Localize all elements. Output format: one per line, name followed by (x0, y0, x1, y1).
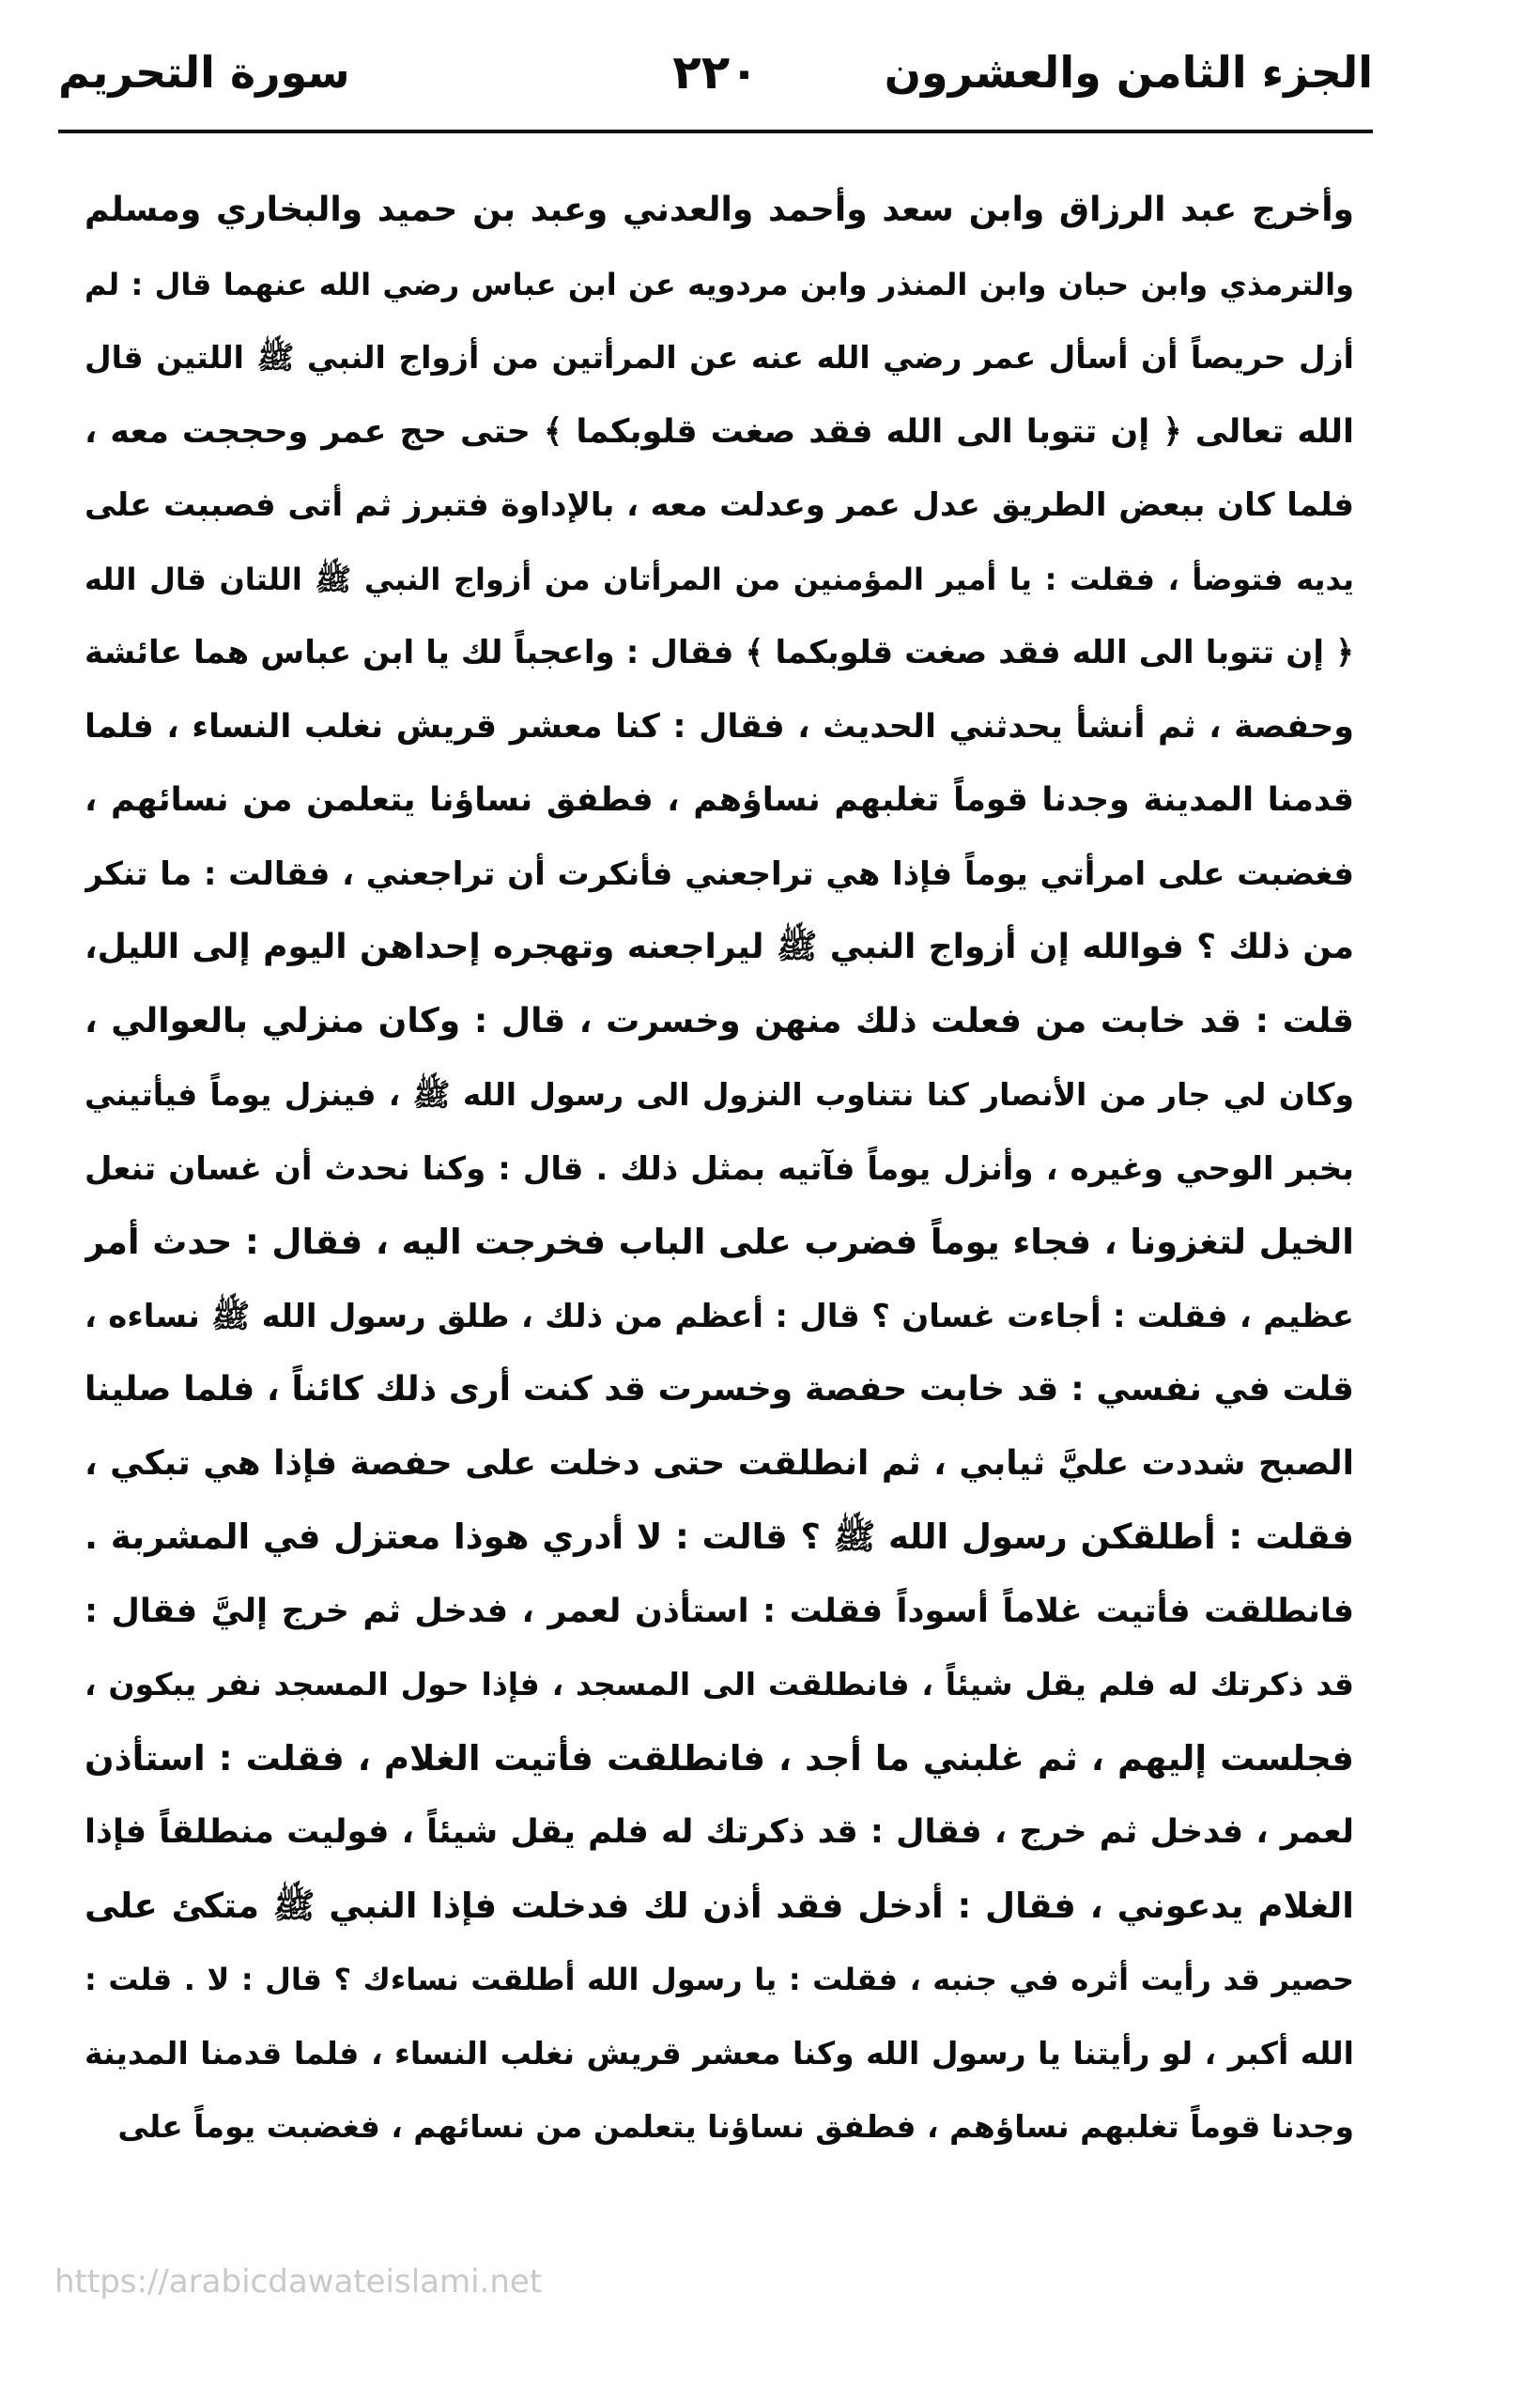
surah-title: سورة التحريم (58, 47, 350, 98)
text-line: فجلست إليهم ، ثم غلبني ما أجد ، فانطلقت فأتيت الغلام ، فقلت : استأذن (85, 1737, 1354, 1779)
text-line: الصبح شددت عليَّ ثيابي ، ثم انطلقت حتى دخلت على حفصة فإذا هي تبكي ، (85, 1443, 1354, 1483)
text-line: لعمر ، فدخل ثم خرج ، فقال : قد ذكرتك له فلم يقل شيئاً ، فوليت منطلقاً فإذا (85, 1813, 1354, 1851)
text-line: يديه فتوضأ ، فقلت : يا أمير المؤمنين من المرأتان من أزواج النبي ﷺ اللتان قال الله (85, 561, 1354, 597)
text-line: عظيم ، فقلت : أجاءت غسان ؟ قال : أعظم من ذلك ، طلق رسول الله ﷺ نساءه ، (85, 1297, 1354, 1335)
text-line: أزل حريصاً أن أسأل عمر رضي الله عنه عن المرأتين من أزواج النبي ﷺ اللتين قال (85, 339, 1354, 376)
text-line: ﴿ إن تتوبا الى الله فقد صغت قلوبكما ﴾ فقال : واعجباً لك يا ابن عباس هما عائشة (85, 634, 1354, 671)
watermark-url: https://arabicdawateislami.net (54, 2263, 543, 2301)
text-line: قدمنا المدينة وجدنا قوماً تغلبهم نساؤهم ، فطفق نساؤنا يتعلمن من نسائهم ، (85, 781, 1354, 819)
text-line: قلت : قد خابت من فعلت ذلك منهن وخسرت ، قال : وكان منزلي بالعوالي ، (85, 1001, 1354, 1040)
running-head (58, 38, 1373, 122)
text-line: الله تعالى ﴿ إن تتوبا الى الله فقد صغت قلوبكما ﴾ حتى حج عمر وحججت معه ، (85, 412, 1354, 451)
text-line: من ذلك ؟ فوالله إن أزواج النبي ﷺ ليراجعنه وتهجره إحداهن اليوم إلى الليل، (85, 928, 1354, 966)
text-line: وكان لي جار من الأنصار كنا نتناوب النزول الى رسول الله ﷺ ، فينزل يوماً فيأتيني (85, 1076, 1354, 1113)
text-line: فانطلقت فأتيت غلاماً أسوداً فقلت : استأذن لعمر ، فدخل ثم خرج إليَّ فقال : (85, 1592, 1354, 1630)
text-line: فلما كان ببعض الطريق عدل عمر وعدلت معه ، بالإداوة فتبرز ثم أتى فصببت على (85, 486, 1354, 524)
text-line: الغلام يدعوني ، فقال : أدخل فقد أذن لك فدخلت فإذا النبي ﷺ متكئ على (85, 1885, 1354, 1926)
text-line: قلت في نفسي : قد خابت حفصة وخسرت قد كنت أرى ذلك كائناً ، فلما صلينا (85, 1370, 1354, 1409)
text-line: والترمذي وابن حبان وابن المنذر وابن مردويه عن ابن عباس رضي الله عنهما قال : لم (85, 266, 1354, 302)
text-line: وأخرج عبد الرزاق وابن سعد وأحمد والعدني وعبد بن حميد والبخاري ومسلم (85, 191, 1354, 229)
text-line: بخبر الوحي وغيره ، وأنزل يوماً فآتيه بمثل ذلك . قال : وكنا نحدث أن غسان تنعل (85, 1149, 1354, 1188)
text-line: وحفصة ، ثم أنشأ يحدثني الحديث ، فقال : كنا معشر قريش نغلب النساء ، فلما (85, 707, 1354, 746)
text-line: فغضبت على امرأتي يوماً فإذا هي تراجعني فأنكرت أن تراجعني ، فقالت : ما تنكر (85, 855, 1354, 893)
body-text (85, 174, 1354, 2164)
part-title: الجزء الثامن والعشرون (884, 47, 1373, 98)
text-line: فقلت : أطلقكن رسول الله ﷺ ؟ قالت : لا أدري هوذا معتزل في المشربة . (85, 1517, 1354, 1557)
text-line: قد ذكرتك له فلم يقل شيئاً ، فانطلقت الى المسجد ، فإذا حول المسجد نفر يبكون ، (85, 1666, 1354, 1702)
page-number: ٢٢٠ (672, 45, 759, 100)
header-rule (58, 130, 1373, 133)
text-line: الله أكبر ، لو رأيتنا يا رسول الله وكنا معشر قريش نغلب النساء ، فلما قدمنا المدينة (85, 2034, 1354, 2071)
text-line: الخيل لتغزونا ، فجاء يوماً فضرب على الباب فخرجت اليه ، فقال : حدث أمر (85, 1222, 1354, 1262)
text-line: وجدنا قوماً تغلبهم نساؤهم ، فطفق نساؤنا يتعلمن من نسائهم ، فغضبت يوماً على (117, 2108, 1354, 2145)
text-line: حصير قد رأيت أثره في جنبه ، فقلت : يا رسول الله أطلقت نساءك ؟ قال : لا . قلت : (85, 1962, 1354, 1997)
